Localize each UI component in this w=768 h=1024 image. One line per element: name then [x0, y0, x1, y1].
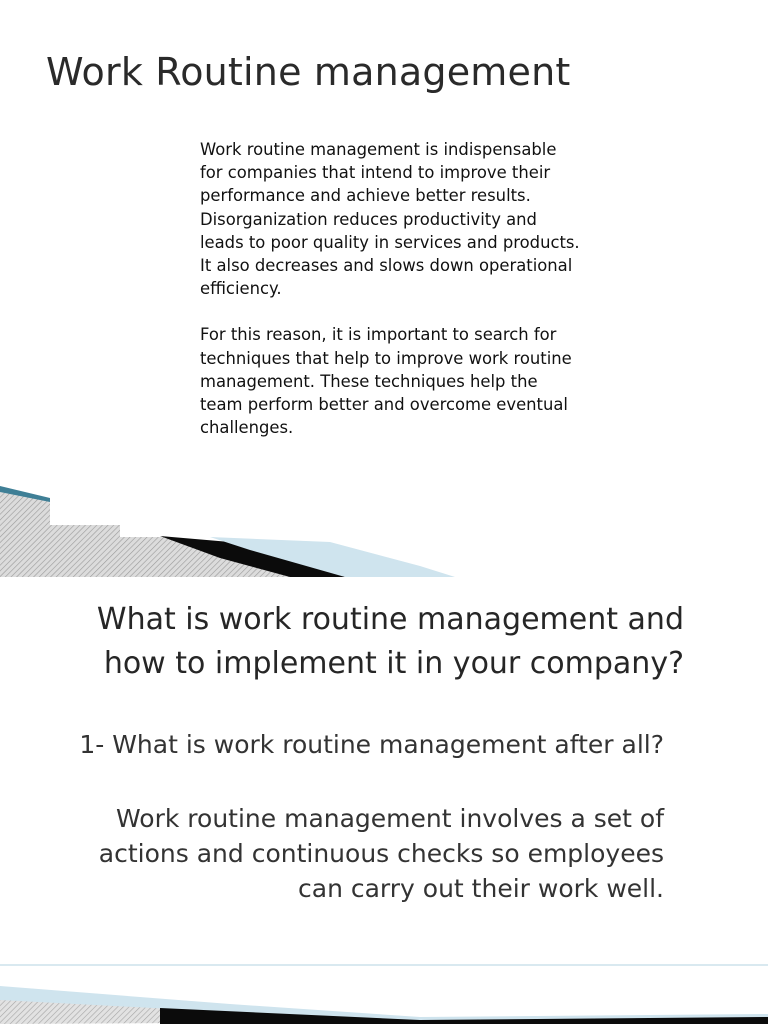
body-paragraph-2: For this reason, it is important to search for techniques that help to improve work routine management. These techniques help the team perform better and overcome eventual challenges. — [200, 325, 572, 438]
slide-body: Work routine management involves a set of actions and continuous checks so employees can carry out their work well. — [98, 804, 664, 903]
slide-body — [200, 138, 580, 439]
slide-footer-decoration — [0, 960, 768, 1024]
slide-subtitle: 1- What is work routine management after all? — [79, 730, 664, 759]
body-paragraph-1: Work routine management is indispensable for companies that intend to improve their performance and achieve better results. Disorganization reduces productivity and leads to poor quality in services and products. It also decreases and slows down operational efficiency. — [200, 140, 580, 299]
slide-title: Work Routine management — [46, 50, 571, 94]
slide-title: What is work routine management and how to implement it in your company? — [96, 602, 684, 681]
slide-footer-decoration — [0, 480, 768, 577]
